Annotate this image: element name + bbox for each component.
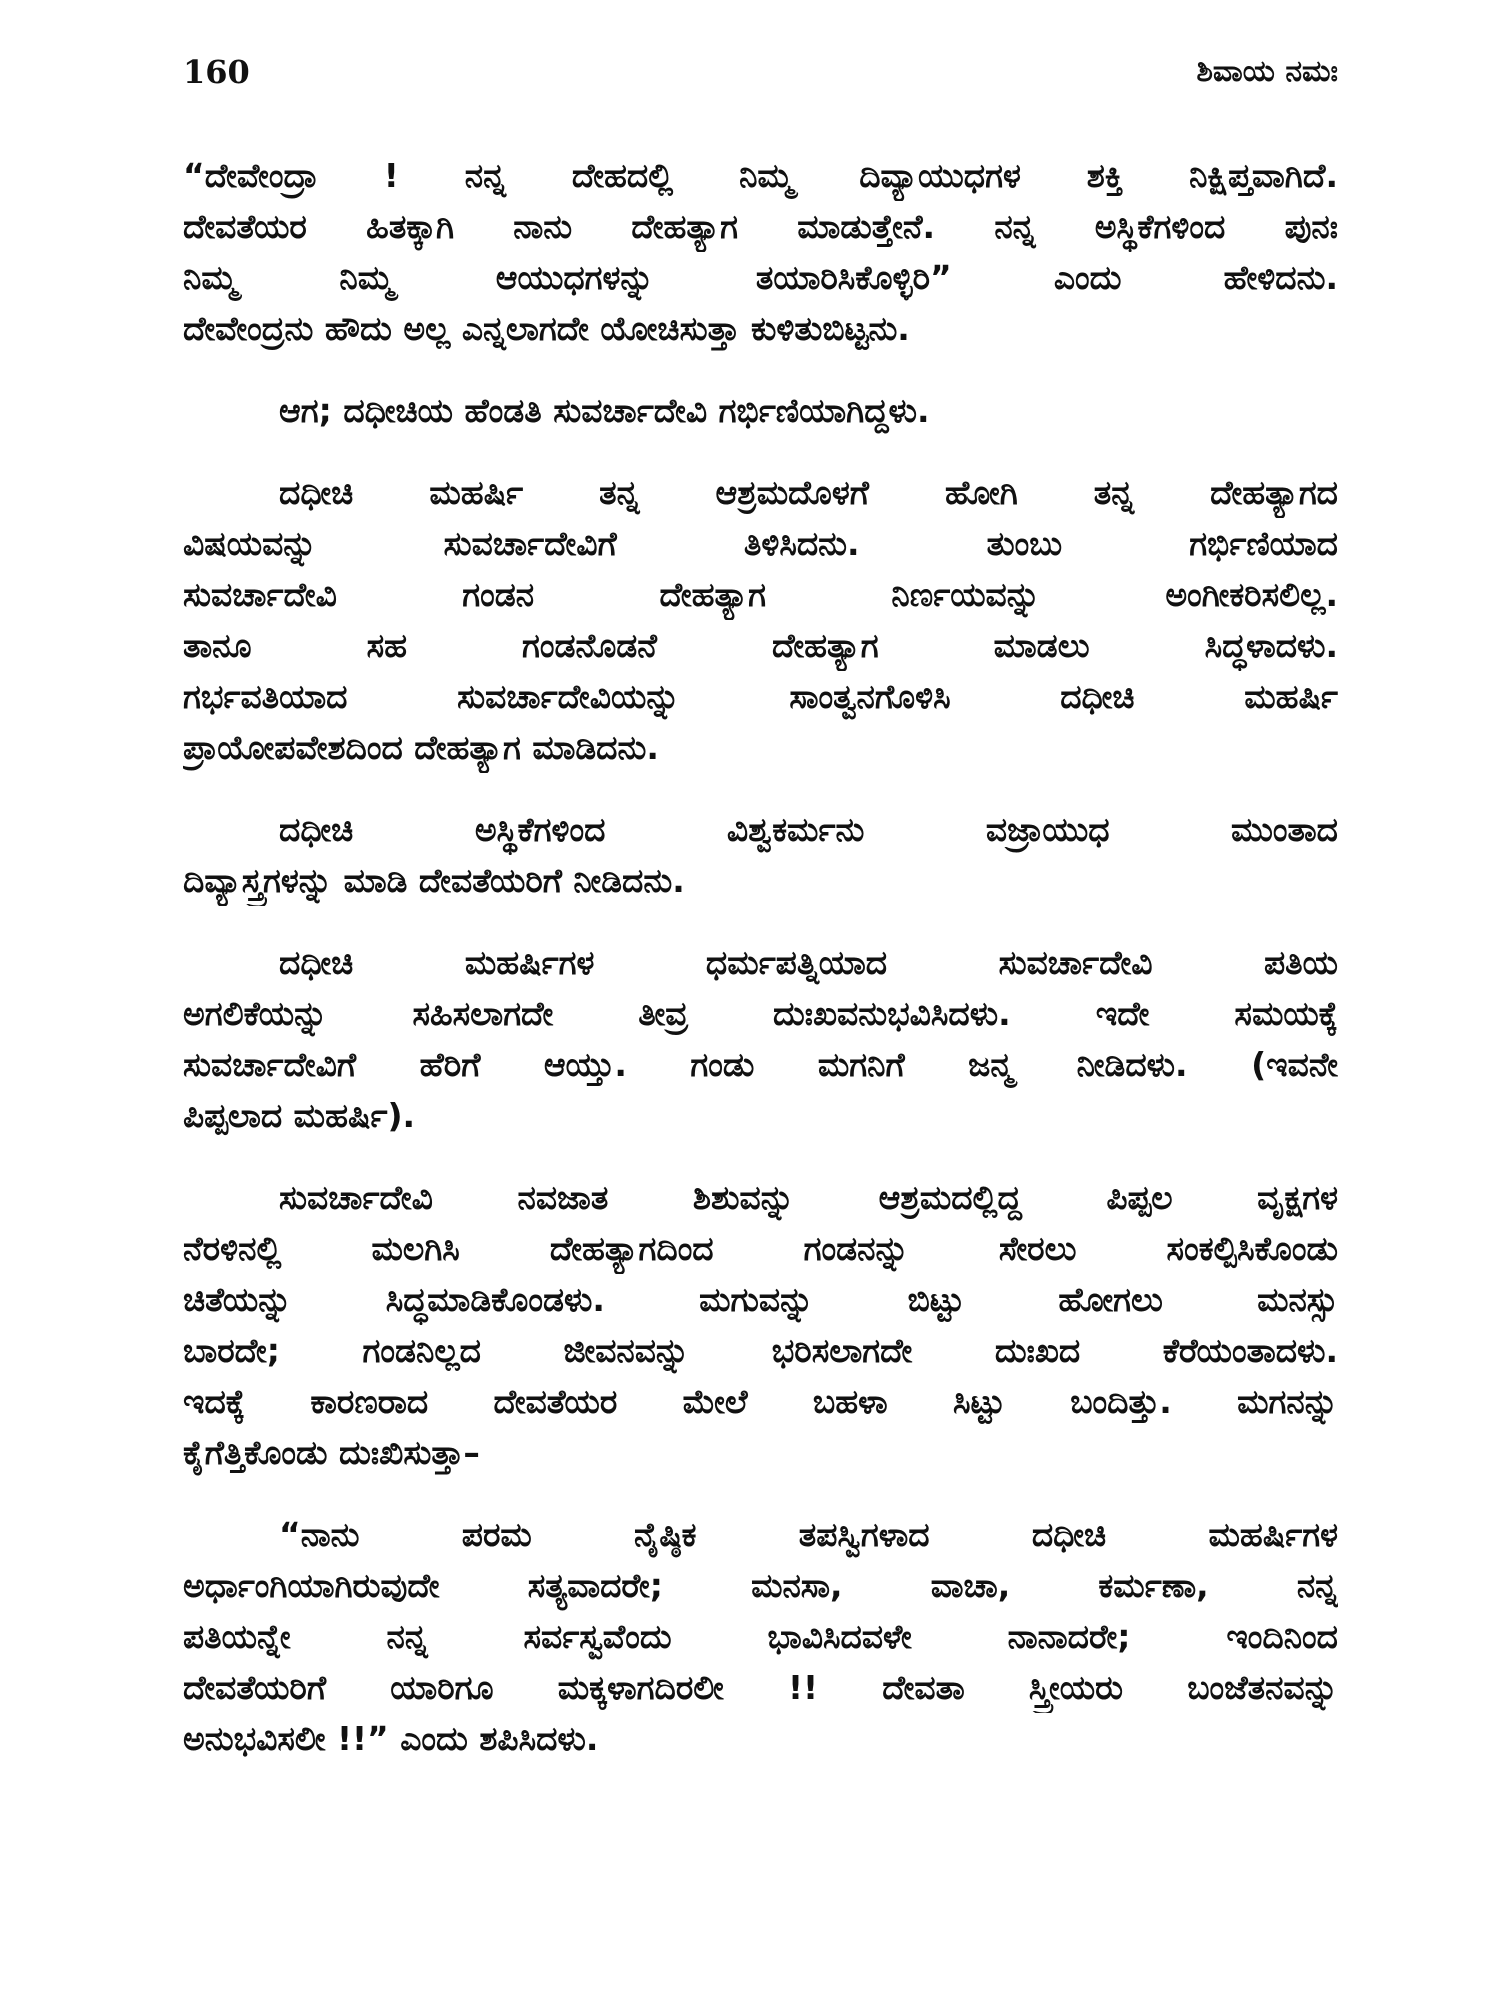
text-line: “ನಾನು ಪರಮ ನೈಷ್ಠಿಕ ತಪಸ್ವಿಗಳಾದ ದಧೀಚಿ ಮಹರ್ಷಿಗಳ [279,1515,1338,1554]
paragraph [183,937,1338,1141]
text-line: ಅರ್ಧಾಂಗಿಯಾಗಿರುವುದೇ ಸತ್ಯವಾದರೇ; ಮನಸಾ, ವಾಚಾ, ಕರ್ಮಣಾ, ನನ್ನ [183,1566,1338,1605]
text-line: ಸುವರ್ಚಾದೇವಿ ಗಂಡನ ದೇಹತ್ಯಾಗ ನಿರ್ಣಯವನ್ನು ಅಂಗೀಕರಿಸಲಿಲ್ಲ. [183,575,1338,614]
text-line: ಕೈಗೆತ್ತಿಕೊಂಡು ದುಃಖಿಸುತ್ತಾ– [183,1433,480,1472]
text-line: ದಧೀಚಿ ಮಹರ್ಷಿ ತನ್ನ ಆಶ್ರಮದೊಳಗೆ ಹೋಗಿ ತನ್ನ ದೇಹತ್ಯಾಗದ [279,473,1338,512]
paragraph [183,467,1338,773]
paragraph [183,1172,1338,1478]
text-line: ದಧೀಚಿ ಅಸ್ಥಿಕೆಗಳಿಂದ ವಿಶ್ವಕರ್ಮನು ವಜ್ರಾಯುಧ ಮುಂತಾದ [279,810,1338,849]
text-line: ಬಾರದೇ; ಗಂಡನಿಲ್ಲದ ಜೀವನವನ್ನು ಭರಿಸಲಾಗದೇ ದುಃಖದ ಕೆರೆಯಂತಾದಳು. [183,1331,1338,1370]
text-line: ಆಗ; ದಧೀಚಿಯ ಹೆಂಡತಿ ಸುವರ್ಚಾದೇವಿ ಗರ್ಭಿಣಿಯಾಗಿದ್ದಳು. [279,391,930,430]
text-line: ಸುವರ್ಚಾದೇವಿಗೆ ಹೆರಿಗೆ ಆಯ್ತು. ಗಂಡು ಮಗನಿಗೆ ಜನ್ಮ ನೀಡಿದಳು. (ಇವನೇ [183,1045,1338,1084]
text-line: ದಿವ್ಯಾಸ್ತ್ರಗಳನ್ನು ಮಾಡಿ ದೇವತೆಯರಿಗೆ ನೀಡಿದನು. [183,861,685,900]
text-line: ಪ್ರಾಯೋಪವೇಶದಿಂದ ದೇಹತ್ಯಾಗ ಮಾಡಿದನು. [183,728,659,767]
text-line: ಅನುಭವಿಸಲೀ !!” ಎಂದು ಶಪಿಸಿದಳು. [183,1719,599,1758]
paragraph [183,1509,1338,1764]
text-line: ವಿಷಯವನ್ನು ಸುವರ್ಚಾದೇವಿಗೆ ತಿಳಿಸಿದನು. ತುಂಬು ಗರ್ಭಿಣಿಯಾದ [183,524,1338,563]
text-line: ಗರ್ಭವತಿಯಾದ ಸುವರ್ಚಾದೇವಿಯನ್ನು ಸಾಂತ್ವನಗೊಳಿಸಿ ದಧೀಚಿ ಮಹರ್ಷಿ [183,677,1338,716]
text-line: ಪತಿಯನ್ನೇ ನನ್ನ ಸರ್ವಸ್ವವೆಂದು ಭಾವಿಸಿದವಳೇ ನಾನಾದರೇ; ಇಂದಿನಿಂದ [183,1617,1338,1656]
text-line: ದೇವತೆಯರ ಹಿತಕ್ಕಾಗಿ ನಾನು ದೇಹತ್ಯಾಗ ಮಾಡುತ್ತೇನೆ. ನನ್ನ ಅಸ್ಥಿಕೆಗಳಿಂದ ಪುನಃ [183,207,1338,246]
text-line: “ದೇವೇಂದ್ರಾ ! ನನ್ನ ದೇಹದಲ್ಲಿ ನಿಮ್ಮ ದಿವ್ಯಾಯುಧಗಳ ಶಕ್ತಿ ನಿಕ್ಷಿಪ್ತವಾಗಿದೆ. [183,156,1338,195]
text-line: ನಿಮ್ಮ ನಿಮ್ಮ ಆಯುಧಗಳನ್ನು ತಯಾರಿಸಿಕೊಳ್ಳಿರಿ” ಎಂದು ಹೇಳಿದನು. [183,258,1338,297]
body-text [183,150,1338,1764]
running-title: ಶಿವಾಯ ನಮಃ [1196,54,1338,89]
page-header [183,48,1338,96]
text-line: ಅಗಲಿಕೆಯನ್ನು ಸಹಿಸಲಾಗದೇ ತೀವ್ರ ದುಃಖವನುಭವಿಸಿದಳು. ಇದೇ ಸಮಯಕ್ಕೆ [183,994,1338,1033]
text-line: ದಧೀಚಿ ಮಹರ್ಷಿಗಳ ಧರ್ಮಪತ್ನಿಯಾದ ಸುವರ್ಚಾದೇವಿ ಪತಿಯ [279,943,1338,982]
text-line: ನೆರಳಿನಲ್ಲಿ ಮಲಗಿಸಿ ದೇಹತ್ಯಾಗದಿಂದ ಗಂಡನನ್ನು ಸೇರಲು ಸಂಕಲ್ಪಿಸಿಕೊಂಡು [183,1229,1338,1268]
text-line: ತಾನೂ ಸಹ ಗಂಡನೊಡನೆ ದೇಹತ್ಯಾಗ ಮಾಡಲು ಸಿದ್ಧಳಾದಳು. [183,626,1338,665]
paragraph [183,150,1338,354]
text-line: ದೇವತೆಯರಿಗೆ ಯಾರಿಗೂ ಮಕ್ಕಳಾಗದಿರಲೀ !! ದೇವತಾ ಸ್ತ್ರೀಯರು ಬಂಜೆತನವನ್ನು [183,1668,1338,1707]
paragraph [183,804,1338,906]
text-line: ಚಿತೆಯನ್ನು ಸಿದ್ಧಮಾಡಿಕೊಂಡಳು. ಮಗುವನ್ನು ಬಿಟ್ಟು ಹೋಗಲು ಮನಸ್ಸು [183,1280,1338,1319]
text-line: ಸುವರ್ಚಾದೇವಿ ನವಜಾತ ಶಿಶುವನ್ನು ಆಶ್ರಮದಲ್ಲಿದ್ದ ಪಿಪ್ಪಲ ವೃಕ್ಷಗಳ [279,1178,1338,1217]
paragraph [183,385,1338,436]
text-line: ದೇವೇಂದ್ರನು ಹೌದು ಅಲ್ಲ ಎನ್ನಲಾಗದೇ ಯೋಚಿಸುತ್ತಾ ಕುಳಿತುಬಿಟ್ಟನು. [183,309,910,348]
page-number: 160 [183,53,250,91]
text-line: ಪಿಪ್ಪಲಾದ ಮಹರ್ಷಿ). [183,1096,416,1135]
text-line: ಇದಕ್ಕೆ ಕಾರಣರಾದ ದೇವತೆಯರ ಮೇಲೆ ಬಹಳಾ ಸಿಟ್ಟು ಬಂದಿತ್ತು. ಮಗನನ್ನು [183,1382,1338,1421]
